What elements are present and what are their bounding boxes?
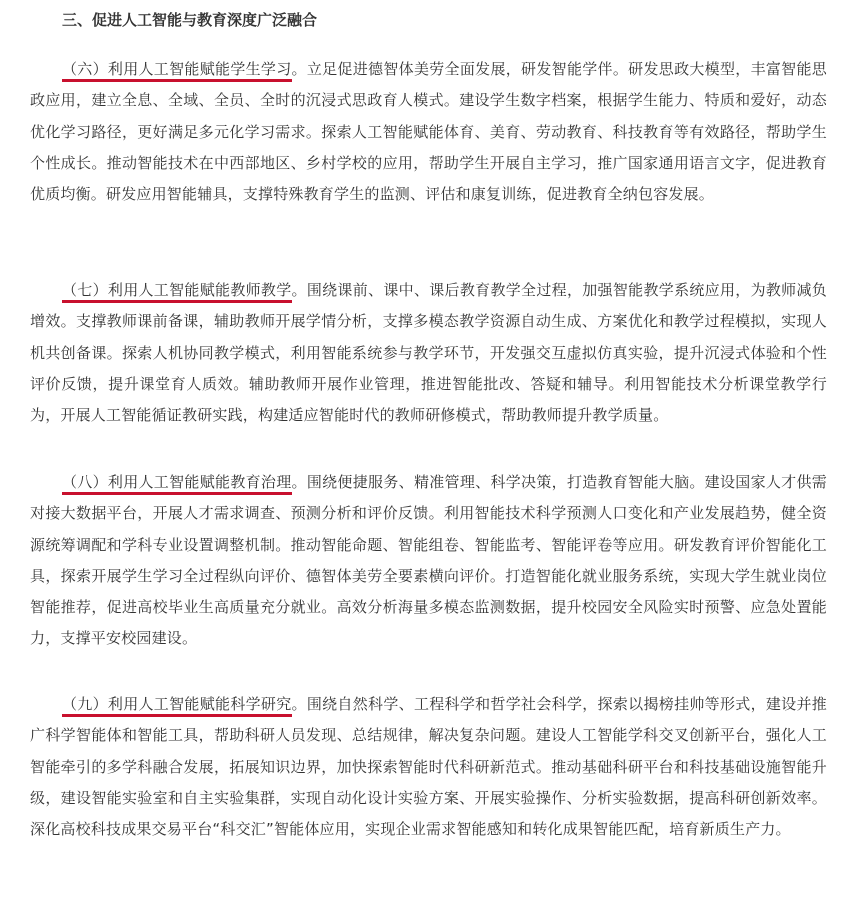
paragraph-education-governance (30, 467, 827, 655)
section-heading: 三、促进人工智能与教育深度广泛融合 (62, 11, 318, 29)
paragraph-body-teacher-teaching: 。围绕课前、课中、课后教育教学全过程，加强智能教学系统应用，为教师减负增效。支撑教师课前备课，辅助教师开展学情分析，支撑多模态教学资源自动生成、方案优化和教学过程模拟，实现人机共创备课。探索人机协同教学模式，利用智能系统参与教学环节，开发强交互虚拟仿真实验，提升沉浸式体验和个性评价反馈，提升课堂育人质效。辅助教师开展作业管理，推进智能批改、答疑和辅导。利用智能技术分析课堂教学行为，开展人工智能循证教研实践，构建适应智能时代的教师研修模式，帮助教师提升教学质量。 (30, 281, 827, 425)
paragraph-lead-scientific-research: （九）利用人工智能赋能科学研究 (62, 695, 292, 717)
paragraph-lead-education-governance: （八）利用人工智能赋能教育治理 (62, 473, 292, 495)
paragraph-body-education-governance: 。围绕便捷服务、精准管理、科学决策，打造教育智能大脑。建设国家人才供需对接大数据平台，开展人才需求调查、预测分析和评价反馈。利用智能技术科学预测人口变化和产业发展趋势，健全资源统筹调配和学科专业设置调整机制。推动智能命题、智能组卷、智能监考、智能评卷等应用。研发教育评价智能化工具，探索开展学生学习全过程纵向评价、德智体美劳全要素横向评价。打造智能化就业服务系统，实现大学生就业岗位智能推荐，促进高校毕业生高质量充分就业。高效分析海量多模态监测数据，提升校园安全风险实时预警、应急处置能力，支撑平安校园建设。 (30, 473, 827, 648)
paragraph-teacher-teaching (30, 275, 827, 431)
paragraph-lead-student-learning: （六）利用人工智能赋能学生学习 (62, 60, 292, 82)
paragraph-lead-teacher-teaching: （七）利用人工智能赋能教师教学 (62, 281, 292, 303)
paragraph-student-learning (30, 54, 827, 210)
paragraph-scientific-research (30, 689, 827, 845)
paragraph-body-student-learning: 。立足促进德智体美劳全面发展，研发智能学伴。研发思政大模型，丰富智能思政应用，建立全息、全域、全员、全时的沉浸式思政育人模式。建设学生数字档案，根据学生能力、特质和爱好，动态优化学习路径，更好满足多元化学习需求。探索人工智能赋能体育、美育、劳动教育、科技教育等有效路径，帮助学生个性成长。推动智能技术在中西部地区、乡村学校的应用，帮助学生开展自主学习，推广国家通用语言文字，促进教育优质均衡。研发应用智能辅具，支撑特殊教育学生的监测、评估和康复训练，促进教育全纳包容发展。 (30, 60, 827, 204)
paragraph-body-scientific-research: 。围绕自然科学、工程科学和哲学社会科学，探索以揭榜挂帅等形式，建设并推广科学智能体和智能工具，帮助科研人员发现、总结规律，解决复杂问题。建设人工智能学科交叉创新平台，强化人工智能牵引的多学科融合发展，拓展知识边界，加快探索智能时代科研新范式。推动基础科研平台和科技基础设施智能升级，建设智能实验室和自主实验集群，实现自动化设计实验方案、开展实验操作、分析实验数据，提高科研创新效率。深化高校科技成果交易平台“科交汇”智能体应用，实现企业需求智能感知和转化成果智能匹配，培育新质生产力。 (30, 695, 827, 839)
